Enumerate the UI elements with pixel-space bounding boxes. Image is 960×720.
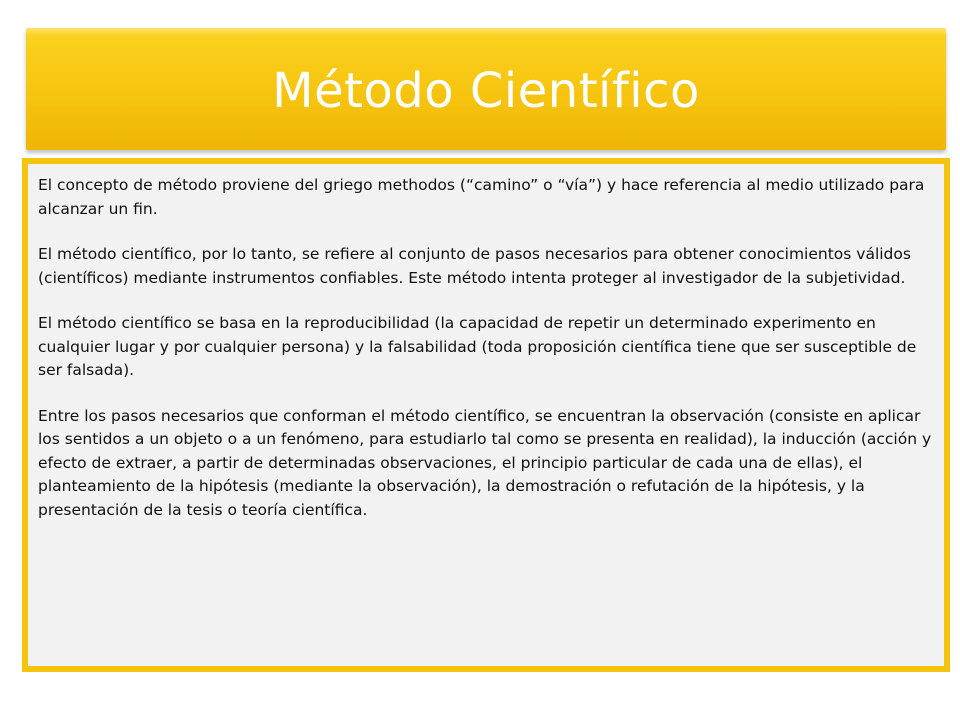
title-banner xyxy=(26,28,946,150)
paragraph-reproducibilidad: El método científico se basa en la reproducibilidad (la capacidad de repetir un determinado experimento en cualquier lugar y por cualquier persona) y la falsabilidad (toda proposición científica tiene que ser susceptible de ser falsada). xyxy=(38,314,917,379)
content-box xyxy=(22,158,950,672)
slide-title: Método Científico xyxy=(272,63,700,119)
paragraph-pasos: Entre los pasos necesarios que conforman el método científico, se encuentran la observación (consiste en aplicar los sentidos a un objeto o a un fenómeno, para estudiarlo tal como se presenta en realidad), la inducción (acción y efecto de extraer, a partir de determinadas observaciones, el principio particular de cada una de ellas), el planteamiento de la hipótesis (mediante la observación), la demostración o refutación de la hipótesis, y la presentación de la tesis o teoría científica. xyxy=(38,406,932,519)
paragraph-concepto: El concepto de método proviene del griego methodos (“camino” o “vía”) y hace referencia al medio utilizado para alcanzar un fin. xyxy=(38,176,925,218)
paragraph-definicion: El método científico, por lo tanto, se refiere al conjunto de pasos necesarios para obtener conocimientos válidos (científicos) mediante instrumentos confiables. Este método intenta proteger al investigador de la subjetividad. xyxy=(38,245,911,287)
